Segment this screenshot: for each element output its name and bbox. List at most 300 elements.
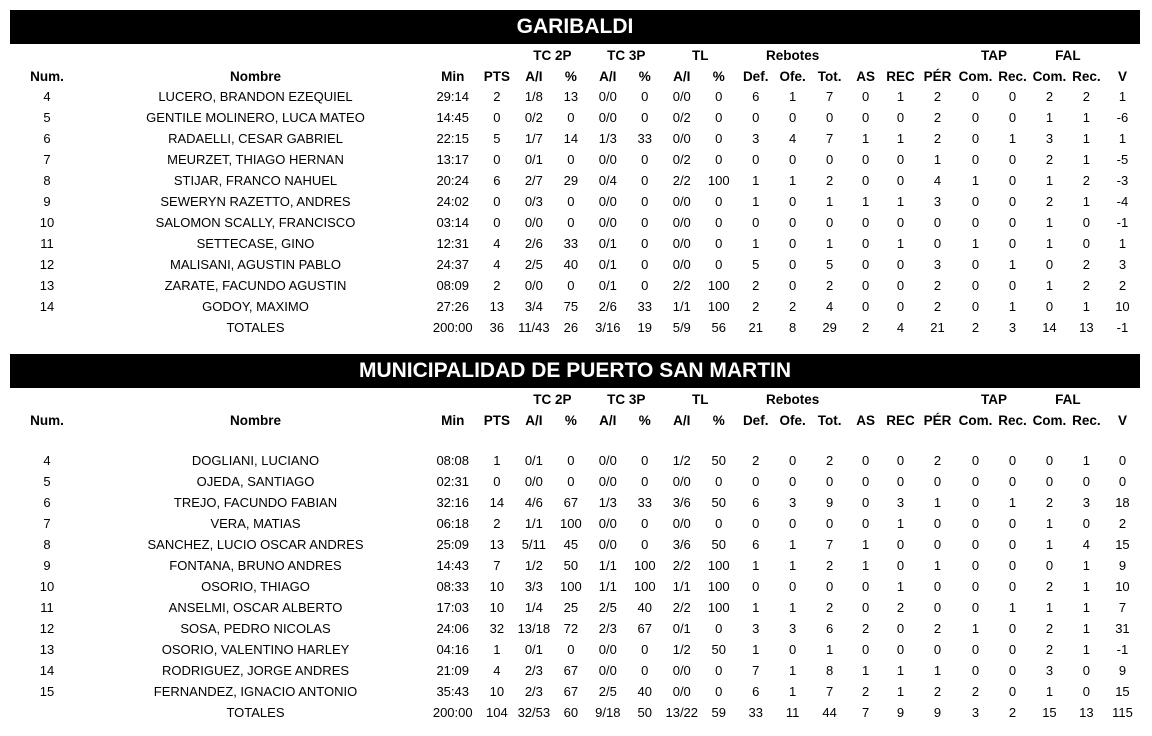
cell-fal-com: 1 [1045,278,1054,293]
group-header-tl: TL [692,391,709,407]
cell-tl-ai: 3/6 [672,537,691,552]
total-tc3p-pct: 19 [637,320,653,335]
player-row [10,576,1140,597]
column-header-reb-def: Def. [742,412,769,428]
cell-tl-ai: 0/0 [672,131,691,146]
cell-min: 22:15 [436,131,469,146]
total-nombre: TOTALES [226,320,285,335]
cell-reb-def: 1 [752,600,760,615]
player-row [10,618,1140,639]
cell-tc3p-ai: 1/1 [598,558,617,573]
cell-tc3p-pct: 0 [641,537,649,552]
cell-tc2p-ai: 1/2 [524,558,543,573]
cell-tl-pct: 0 [715,215,723,230]
total-tl-pct: 59 [711,705,726,720]
cell-fal-com: 2 [1045,194,1054,209]
cell-reb-def: 1 [752,173,760,188]
column-header-tl-pct: % [712,68,725,84]
cell-reb-tot: 7 [826,684,834,699]
cell-fal-rec: 4 [1082,537,1091,552]
cell-v: -4 [1116,194,1129,209]
total-min: 200:00 [432,320,473,335]
cell-tc3p-ai: 0/0 [598,474,617,489]
cell-fal-rec: 2 [1082,89,1091,104]
cell-tc2p-ai: 0/1 [524,642,543,657]
cell-tl-ai: 0/0 [672,257,691,272]
empty-cell [84,388,427,410]
cell-rec: 1 [896,236,905,251]
column-header-tc3p-ai: A/I [599,68,617,84]
cell-tap-com: 1 [971,173,980,188]
cell-v: 18 [1115,495,1130,510]
cell-reb-def: 6 [752,684,760,699]
cell-nombre: FERNANDEZ, IGNACIO ANTONIO [153,684,358,699]
player-row [10,555,1140,576]
cell-reb-ofe: 0 [789,110,797,125]
cell-tl-ai: 0/0 [672,194,691,209]
cell-nombre: SANCHEZ, LUCIO OSCAR ANDRES [147,537,364,552]
cell-fal-rec: 1 [1082,131,1091,146]
cell-min: 08:08 [436,453,469,468]
cell-per: 1 [933,152,942,167]
cell-reb-def: 3 [752,621,760,636]
cell-per: 0 [933,236,942,251]
cell-reb-ofe: 3 [789,621,797,636]
cell-tap-com: 0 [971,558,980,573]
cell-tl-pct: 50 [711,453,726,468]
cell-tc3p-ai: 0/0 [598,453,617,468]
cell-per: 2 [933,278,942,293]
column-header-tc2p-pct: % [564,412,577,428]
cell-tap-com: 0 [971,537,980,552]
column-header-tap-com: Com. [958,412,993,428]
cell-reb-tot: 7 [826,89,834,104]
group-header-tc3p: TC 3P [607,47,646,63]
column-header-reb-ofe: Ofe. [779,68,806,84]
column-header-tl-ai: A/I [673,412,691,428]
player-row [10,513,1140,534]
cell-per: 0 [933,579,942,594]
cell-rec: 1 [896,89,905,104]
total-reb-tot: 44 [822,705,837,720]
cell-reb-def: 0 [752,579,760,594]
cell-tc2p-pct: 100 [559,579,582,594]
cell-tc3p-ai: 0/0 [598,152,617,167]
player-row [10,86,1140,107]
player-row [10,660,1140,681]
cell-tap-com: 0 [971,474,980,489]
empty-cell [427,44,478,66]
player-row [10,534,1140,555]
cell-tc3p-pct: 33 [637,495,653,510]
column-header-rec: REC [886,412,915,428]
cell-reb-ofe: 1 [789,558,797,573]
cell-pts: 2 [493,516,501,531]
cell-reb-def: 2 [752,278,760,293]
cell-tc2p-pct: 33 [563,236,579,251]
total-reb-ofe: 8 [789,320,797,335]
cell-tl-pct: 100 [707,558,730,573]
cell-tc3p-pct: 0 [641,642,649,657]
cell-v: 0 [1118,474,1127,489]
cell-min: 03:14 [436,215,469,230]
cell-fal-com: 1 [1045,110,1054,125]
column-header-tl-ai: A/I [673,68,691,84]
cell-num: 14 [39,663,55,678]
cell-pts: 5 [493,131,501,146]
cell-tc3p-pct: 0 [641,194,649,209]
cell-tc2p-ai: 5/11 [521,537,547,552]
cell-tc2p-ai: 0/1 [524,453,543,468]
cell-fal-com: 0 [1045,453,1054,468]
column-header-as: AS [856,412,875,428]
cell-tc3p-pct: 33 [637,299,653,314]
cell-min: 04:16 [436,642,469,657]
cell-tc2p-ai: 2/6 [524,236,543,251]
cell-rec: 0 [896,152,905,167]
cell-tap-rec: 0 [1008,663,1017,678]
player-row [10,170,1140,191]
cell-tc2p-ai: 0/0 [524,278,543,293]
cell-tc3p-ai: 1/3 [598,495,617,510]
cell-nombre: LUCERO, BRANDON EZEQUIEL [158,89,353,104]
cell-num: 8 [43,173,51,188]
cell-pts: 2 [493,278,501,293]
empty-cell [918,388,957,410]
cell-min: 24:06 [436,621,469,636]
cell-tap-com: 0 [971,89,980,104]
cell-tap-com: 0 [971,495,980,510]
player-row [10,212,1140,233]
total-num [10,317,84,338]
team-title: GARIBALDI [10,10,1140,44]
cell-per: 0 [933,215,942,230]
cell-num: 11 [40,236,54,251]
total-tl-ai: 5/9 [672,320,691,335]
cell-reb-def: 6 [752,537,760,552]
column-header-tap-rec: Rec. [998,412,1027,428]
cell-pts: 1 [493,642,501,657]
cell-tc2p-ai: 0/0 [524,215,543,230]
column-group-header-row [10,44,1140,66]
cell-min: 12:31 [436,236,469,251]
cell-as: 0 [861,110,870,125]
cell-tl-ai: 2/2 [672,278,691,293]
cell-v: 2 [1118,516,1127,531]
total-reb-tot: 29 [822,320,837,335]
column-header-nombre: Nombre [229,68,281,84]
cell-tc2p-pct: 0 [567,474,575,489]
cell-as: 0 [861,173,870,188]
cell-tc3p-ai: 1/1 [598,579,617,594]
total-fal-com: 15 [1042,705,1057,720]
cell-v: -6 [1116,110,1129,125]
cell-reb-tot: 2 [826,173,834,188]
cell-per: 0 [933,474,942,489]
cell-fal-com: 0 [1045,474,1054,489]
cell-pts: 10 [489,684,505,699]
cell-tc2p-pct: 0 [567,215,575,230]
cell-per: 2 [933,299,942,314]
column-header-tap-com: Com. [958,68,993,84]
cell-fal-com: 2 [1045,152,1054,167]
cell-nombre: VERA, MATIAS [210,516,301,531]
cell-v: 7 [1118,600,1127,615]
cell-tc3p-ai: 2/5 [598,684,617,699]
cell-rec: 0 [896,474,905,489]
cell-min: 08:09 [436,278,469,293]
cell-reb-def: 2 [752,453,760,468]
cell-tap-com: 0 [971,152,980,167]
cell-tap-com: 0 [971,516,980,531]
cell-min: 27:26 [436,299,469,314]
cell-tc2p-pct: 45 [563,537,579,552]
cell-pts: 10 [489,600,505,615]
total-tc2p-pct: 60 [563,705,579,720]
cell-fal-rec: 0 [1082,663,1091,678]
cell-tc3p-ai: 2/5 [598,600,617,615]
cell-reb-tot: 0 [826,152,834,167]
cell-min: 24:02 [436,194,469,209]
cell-num: 5 [43,110,51,125]
cell-tc2p-ai: 1/7 [524,131,543,146]
cell-tap-com: 1 [971,621,980,636]
cell-as: 1 [861,558,870,573]
cell-rec: 0 [896,278,905,293]
cell-fal-rec: 1 [1082,621,1091,636]
player-row [10,128,1140,149]
spacer-row [10,430,1140,450]
cell-reb-tot: 6 [826,621,834,636]
group-header-rebotes: Rebotes [766,391,820,407]
cell-fal-com: 2 [1045,579,1054,594]
cell-pts: 13 [489,299,505,314]
cell-tap-com: 0 [971,215,980,230]
cell-min: 17:03 [436,600,469,615]
cell-reb-ofe: 2 [789,299,797,314]
cell-tl-pct: 0 [715,110,723,125]
total-as: 2 [861,320,870,335]
cell-tl-pct: 0 [715,257,723,272]
cell-tap-com: 0 [971,110,980,125]
cell-reb-ofe: 1 [789,173,797,188]
total-rec: 4 [896,320,905,335]
cell-tc2p-pct: 67 [563,663,579,678]
cell-per: 2 [933,131,942,146]
total-tap-com: 2 [971,320,980,335]
cell-tl-pct: 100 [707,600,730,615]
cell-tc3p-pct: 0 [641,152,649,167]
cell-v: 0 [1118,453,1127,468]
column-header-reb-tot: Tot. [817,68,842,84]
cell-tc3p-ai: 0/1 [598,236,617,251]
cell-as: 1 [861,131,870,146]
cell-tc3p-pct: 40 [637,684,653,699]
cell-tc2p-ai: 1/1 [524,516,543,531]
cell-tc2p-ai: 1/8 [524,89,543,104]
cell-tc2p-pct: 100 [559,516,582,531]
cell-fal-rec: 0 [1082,215,1091,230]
cell-tc3p-pct: 0 [641,236,649,251]
cell-pts: 0 [493,215,501,230]
cell-tc2p-ai: 4/6 [524,495,543,510]
column-header-num: Num. [30,412,64,428]
cell-v: 1 [1118,131,1127,146]
total-fal-com: 14 [1042,320,1057,335]
cell-tl-pct: 0 [715,474,723,489]
cell-pts: 1 [493,453,501,468]
cell-tc3p-ai: 0/0 [598,642,617,657]
cell-nombre: STIJAR, FRANCO NAHUEL [173,173,338,188]
cell-reb-tot: 2 [826,558,834,573]
cell-reb-def: 1 [752,558,760,573]
cell-num: 10 [39,579,55,594]
cell-tc3p-pct: 0 [641,173,649,188]
cell-reb-tot: 2 [826,278,834,293]
cell-tc3p-ai: 2/6 [598,299,617,314]
cell-tap-rec: 0 [1008,579,1017,594]
team-section-puerto-san-martin [10,354,1140,723]
cell-reb-tot: 9 [826,495,834,510]
cell-tc3p-ai: 0/0 [598,89,617,104]
cell-tl-pct: 0 [715,236,723,251]
cell-tap-rec: 1 [1008,495,1017,510]
cell-tl-ai: 2/2 [672,558,691,573]
cell-nombre: SETTECASE, GINO [196,236,315,251]
cell-tl-pct: 0 [715,516,723,531]
cell-tl-pct: 50 [711,537,726,552]
cell-tl-pct: 0 [715,194,723,209]
cell-num: 7 [43,516,51,531]
cell-nombre: SOSA, PEDRO NICOLAS [180,621,331,636]
column-header-nombre: Nombre [229,412,281,428]
cell-nombre: OSORIO, VALENTINO HARLEY [161,642,350,657]
cell-reb-def: 0 [752,152,760,167]
group-header-fal: FAL [1055,391,1081,407]
cell-min: 08:33 [436,579,469,594]
cell-tl-ai: 1/2 [672,453,691,468]
cell-reb-def: 1 [752,642,760,657]
cell-v: 1 [1118,236,1127,251]
totals-row [10,702,1140,723]
cell-reb-tot: 1 [826,194,834,209]
team-title: MUNICIPALIDAD DE PUERTO SAN MARTIN [10,354,1140,388]
cell-tc3p-ai: 0/0 [598,215,617,230]
cell-reb-tot: 7 [826,537,834,552]
column-header-min: Min [441,412,465,428]
cell-fal-com: 1 [1045,236,1054,251]
cell-pts: 14 [489,495,505,510]
cell-reb-ofe: 4 [789,131,797,146]
cell-tap-rec: 1 [1008,299,1017,314]
cell-tc2p-pct: 67 [563,495,579,510]
cell-tap-com: 0 [971,257,980,272]
cell-tl-pct: 0 [715,89,723,104]
cell-reb-def: 0 [752,516,760,531]
cell-min: 06:18 [436,516,469,531]
box-score-table [10,388,1140,723]
cell-reb-ofe: 0 [789,257,797,272]
cell-v: 15 [1115,537,1130,552]
cell-pts: 7 [493,558,501,573]
cell-as: 0 [861,474,870,489]
empty-cell [883,44,918,66]
cell-reb-def: 0 [752,215,760,230]
cell-num: 8 [43,537,51,552]
total-v: 115 [1112,705,1133,720]
group-header-tap: TAP [980,391,1007,407]
cell-v: 3 [1118,257,1127,272]
cell-nombre: ZARATE, FACUNDO AGUSTIN [164,278,347,293]
cell-num: 5 [43,474,51,489]
column-header-pts: PTS [483,412,511,428]
player-row [10,450,1140,471]
cell-tc2p-pct: 50 [563,558,579,573]
cell-tc3p-pct: 0 [641,278,649,293]
player-row [10,492,1140,513]
cell-tap-rec: 0 [1008,537,1017,552]
cell-reb-ofe: 0 [789,453,797,468]
total-tc2p-pct: 26 [563,320,579,335]
cell-fal-com: 2 [1045,621,1054,636]
column-header-num: Num. [30,68,64,84]
cell-fal-rec: 2 [1082,278,1091,293]
cell-reb-def: 5 [752,257,760,272]
player-row [10,254,1140,275]
cell-tap-rec: 0 [1008,236,1017,251]
total-nombre: TOTALES [226,705,285,720]
cell-as: 2 [861,684,870,699]
cell-tc2p-ai: 2/3 [524,684,543,699]
cell-tc2p-ai: 1/4 [524,600,543,615]
cell-reb-tot: 0 [826,579,834,594]
cell-per: 2 [933,453,942,468]
cell-nombre: SALOMON SCALLY, FRANCISCO [155,215,356,230]
cell-reb-ofe: 0 [789,194,797,209]
cell-fal-rec: 0 [1082,684,1091,699]
column-header-tc3p-pct: % [638,412,651,428]
cell-per: 0 [933,537,942,552]
cell-pts: 10 [489,579,505,594]
cell-as: 2 [861,621,870,636]
cell-rec: 1 [896,516,905,531]
cell-num: 6 [43,495,51,510]
cell-as: 1 [861,194,870,209]
cell-tc2p-ai: 3/4 [524,299,543,314]
cell-tl-ai: 0/1 [672,621,691,636]
total-min: 200:00 [432,705,473,720]
cell-tc2p-ai: 3/3 [524,579,543,594]
cell-reb-ofe: 1 [789,89,797,104]
cell-reb-ofe: 1 [789,537,797,552]
cell-tap-com: 1 [971,236,980,251]
cell-reb-tot: 1 [826,236,834,251]
cell-reb-tot: 0 [826,474,834,489]
group-header-tap: TAP [980,47,1007,63]
cell-min: 24:37 [436,257,469,272]
cell-tl-ai: 0/0 [672,236,691,251]
cell-v: 10 [1115,299,1130,314]
cell-reb-def: 0 [752,110,760,125]
cell-reb-tot: 2 [826,600,834,615]
cell-per: 3 [933,194,942,209]
cell-tc2p-ai: 2/7 [524,173,543,188]
column-header-tc2p-ai: A/I [525,68,543,84]
total-v: -1 [1116,320,1129,335]
cell-num: 13 [39,642,55,657]
cell-reb-ofe: 1 [789,684,797,699]
total-reb-ofe: 11 [785,705,800,720]
